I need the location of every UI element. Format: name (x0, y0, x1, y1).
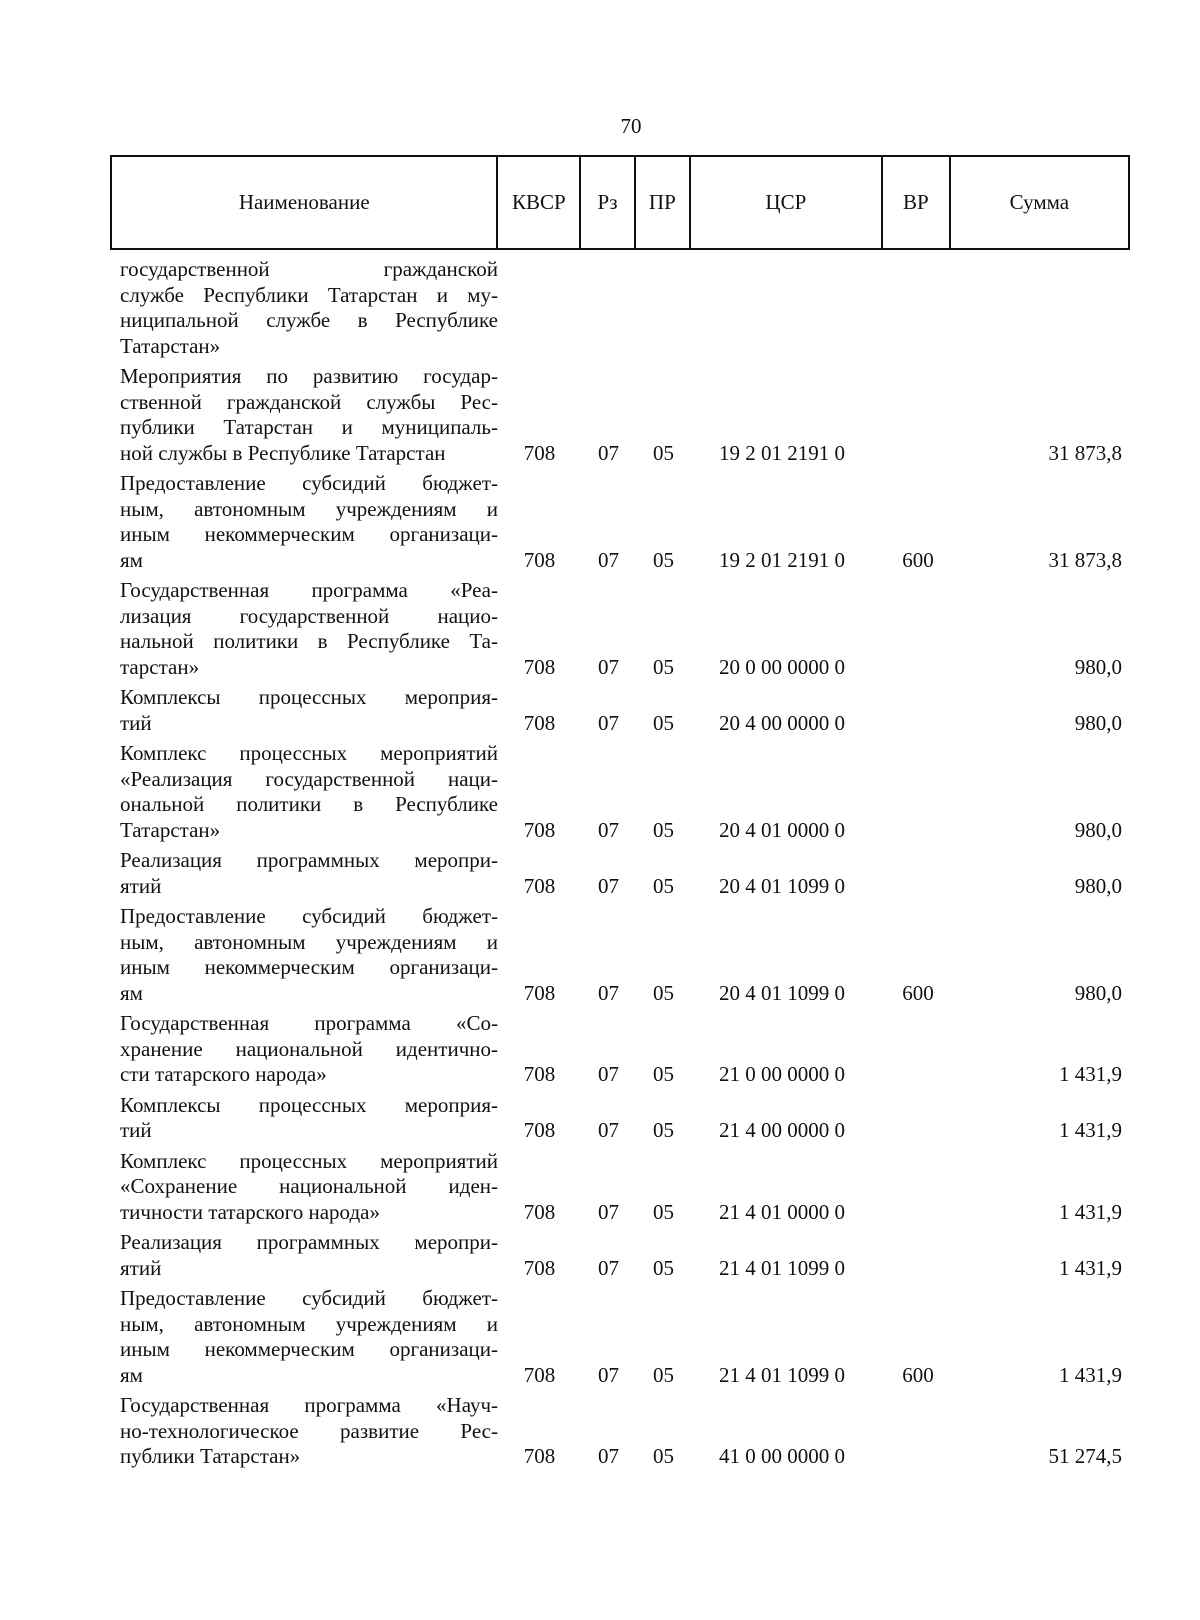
table-row (110, 848, 1130, 899)
row-name-line: ятий (120, 1255, 162, 1280)
row-kvsr: 708 (523, 817, 556, 842)
row-name-line: «Реализация государственной наци- (120, 766, 498, 791)
row-name-line: «Сохранение национальной иден- (120, 1174, 498, 1198)
row-sum: 31 873,8 (1048, 547, 1122, 572)
row-name-line: ятий (120, 873, 162, 898)
row-name-line: тий (120, 710, 152, 735)
row-name-line: лизация государственной нацио- (120, 603, 498, 628)
row-vr: 600 (902, 547, 934, 572)
row-rz: 07 (598, 1362, 619, 1387)
row-name (110, 1011, 498, 1088)
row-name-line: ям (120, 1362, 143, 1387)
row-name (110, 1149, 498, 1226)
row-name (110, 257, 498, 359)
row-pr: 05 (653, 1199, 674, 1224)
row-name-line: Комплексы процессных мероприя- (120, 1092, 498, 1117)
table-row (110, 685, 1130, 736)
row-csr: 21 4 01 0000 0 (719, 1199, 845, 1224)
row-name-line: ональной политики в Республике (120, 792, 498, 816)
row-vr: 600 (902, 980, 934, 1005)
row-name-line: публики Татарстан» (120, 1444, 301, 1468)
row-sum: 980,0 (1074, 710, 1122, 735)
row-name-line: ным, автономным учреждениям и (120, 1311, 498, 1336)
row-rz: 07 (598, 817, 619, 842)
row-name (110, 471, 498, 573)
row-name-line: Комплексы процессных мероприя- (120, 685, 498, 709)
row-rz: 07 (598, 1199, 619, 1224)
row-sum: 1 431,9 (1059, 1362, 1122, 1387)
row-csr: 20 4 01 0000 0 (719, 817, 845, 842)
row-sum: 980,0 (1074, 980, 1122, 1005)
column-header-kvsr: КВСР (498, 157, 581, 248)
page-number: 70 (620, 114, 642, 138)
row-name-line: иным некоммерческим организаци- (120, 522, 498, 546)
row-csr: 41 0 00 0000 0 (719, 1444, 845, 1468)
column-header-sum: Сумма (1009, 190, 1070, 214)
row-name-line: публики Татарстан и муниципаль- (120, 415, 498, 439)
column-header-pr: ПР (636, 157, 691, 248)
row-name-line: Татарстан» (120, 333, 221, 358)
row-name (110, 741, 498, 843)
row-kvsr: 708 (523, 710, 556, 735)
row-pr: 05 (653, 817, 674, 842)
row-sum: 1 431,9 (1059, 1062, 1122, 1086)
row-csr: 21 4 00 0000 0 (719, 1118, 845, 1142)
row-name (110, 364, 498, 466)
row-kvsr: 708 (523, 547, 556, 572)
row-pr: 05 (653, 1062, 674, 1086)
row-pr: 05 (653, 547, 674, 572)
table-row (110, 471, 1130, 573)
row-csr: 21 4 01 1099 0 (719, 1255, 845, 1280)
row-name-line: Комплекс процессных мероприятий (120, 1148, 498, 1173)
row-name-line: хранение национальной идентично- (120, 1036, 498, 1061)
row-sum: 1 431,9 (1059, 1118, 1122, 1142)
row-name-line: Государственная программа «Реа- (120, 578, 498, 602)
row-sum: 31 873,8 (1048, 440, 1122, 465)
row-name (110, 1093, 498, 1144)
row-sum: 1 431,9 (1059, 1255, 1122, 1280)
row-name-line: ным, автономным учреждениям и (120, 929, 498, 954)
table-row (110, 1011, 1130, 1088)
row-name (110, 1393, 498, 1470)
row-kvsr: 708 (523, 980, 556, 1005)
row-name-line: иным некоммерческим организаци- (120, 1337, 498, 1361)
row-name-line: нальной политики в Республике Та- (120, 629, 498, 653)
row-name-line: ям (120, 547, 143, 572)
row-pr: 05 (653, 1362, 674, 1387)
row-csr: 19 2 01 2191 0 (719, 440, 845, 465)
row-sum: 980,0 (1074, 873, 1122, 898)
row-kvsr: 708 (523, 873, 556, 898)
row-kvsr: 708 (523, 654, 556, 679)
row-name (110, 685, 498, 736)
table-row (110, 1286, 1130, 1388)
row-name-line: Государственная программа «Со- (120, 1011, 498, 1035)
row-rz: 07 (598, 547, 619, 572)
row-csr: 20 4 01 1099 0 (719, 980, 845, 1005)
row-name-line: тичности татарского народа» (120, 1199, 380, 1224)
row-name-line: но-технологическое развитие Рес- (120, 1418, 498, 1443)
table-row (110, 578, 1130, 680)
row-name-line: ным, автономным учреждениям и (120, 496, 498, 521)
row-kvsr: 708 (523, 1118, 556, 1142)
row-name-line: службе Республики Татарстан и му- (120, 282, 498, 307)
row-name-line: ям (120, 980, 143, 1005)
row-pr: 05 (653, 654, 674, 679)
row-sum: 51 274,5 (1048, 1444, 1122, 1468)
row-pr: 05 (653, 440, 674, 465)
row-csr: 20 4 01 1099 0 (719, 873, 845, 898)
row-kvsr: 708 (523, 1362, 556, 1387)
row-pr: 05 (653, 980, 674, 1005)
row-name-line: иным некоммерческим организаци- (120, 955, 498, 979)
column-header-name: Наименование (112, 157, 498, 248)
row-sum: 980,0 (1074, 654, 1122, 679)
table-row (110, 741, 1130, 843)
row-name-line: ственной гражданской службы Рес- (120, 389, 498, 414)
row-name-line: тарстан» (120, 654, 200, 679)
row-name-line: государственной гражданской (120, 257, 498, 281)
row-csr: 20 4 00 0000 0 (719, 710, 845, 735)
row-rz: 07 (598, 873, 619, 898)
row-csr: 21 0 00 0000 0 (719, 1062, 845, 1086)
table-body (110, 257, 1130, 1475)
row-name-line: Мероприятия по развитию государ- (120, 364, 498, 388)
column-header-csr: ЦСР (691, 157, 883, 248)
row-rz: 07 (598, 1062, 619, 1086)
row-kvsr: 708 (523, 440, 556, 465)
column-header-vr: ВР (883, 157, 951, 248)
row-rz: 07 (598, 1118, 619, 1142)
row-name (110, 1286, 498, 1388)
table-header (110, 155, 1130, 250)
row-pr: 05 (653, 1444, 674, 1468)
row-sum: 980,0 (1074, 817, 1122, 842)
row-name-line: Реализация программных меропри- (120, 1230, 498, 1254)
row-kvsr: 708 (523, 1444, 556, 1468)
table-row (110, 1093, 1130, 1144)
row-rz: 07 (598, 980, 619, 1005)
row-name (110, 848, 498, 899)
row-sum: 1 431,9 (1059, 1199, 1122, 1224)
row-kvsr: 708 (523, 1255, 556, 1280)
row-rz: 07 (598, 1444, 619, 1468)
row-pr: 05 (653, 873, 674, 898)
row-vr: 600 (902, 1362, 934, 1387)
row-name (110, 904, 498, 1006)
row-name-line: Предоставление субсидий бюджет- (120, 904, 498, 928)
row-name (110, 578, 498, 680)
column-header-rz: Рз (581, 157, 636, 248)
row-name-line: Комплекс процессных мероприятий (120, 741, 498, 765)
row-csr: 20 0 00 0000 0 (719, 654, 845, 679)
table-row (110, 1393, 1130, 1470)
row-kvsr: 708 (523, 1199, 556, 1224)
row-rz: 07 (598, 1255, 619, 1280)
table-row (110, 1149, 1130, 1226)
row-name-line: тий (120, 1118, 152, 1142)
table-row (110, 364, 1130, 466)
row-rz: 07 (598, 710, 619, 735)
row-name-line: сти татарского народа» (120, 1062, 327, 1086)
row-name-line: Татарстан» (120, 817, 221, 842)
row-pr: 05 (653, 1118, 674, 1142)
row-csr: 19 2 01 2191 0 (719, 547, 845, 572)
row-kvsr: 708 (523, 1062, 556, 1086)
table-row (110, 257, 1130, 359)
row-name-line: ниципальной службе в Республике (120, 308, 498, 332)
row-name-line: Предоставление субсидий бюджет- (120, 471, 498, 495)
row-name-line: Реализация программных меропри- (120, 848, 498, 872)
row-name-line: ной службы в Республике Татарстан (120, 440, 446, 465)
row-name-line: Предоставление субсидий бюджет- (120, 1286, 498, 1310)
row-rz: 07 (598, 440, 619, 465)
row-pr: 05 (653, 710, 674, 735)
row-csr: 21 4 01 1099 0 (719, 1362, 845, 1387)
row-rz: 07 (598, 654, 619, 679)
table-row (110, 904, 1130, 1006)
row-name (110, 1230, 498, 1281)
row-pr: 05 (653, 1255, 674, 1280)
row-name-line: Государственная программа «Науч- (120, 1393, 498, 1417)
table-row (110, 1230, 1130, 1281)
